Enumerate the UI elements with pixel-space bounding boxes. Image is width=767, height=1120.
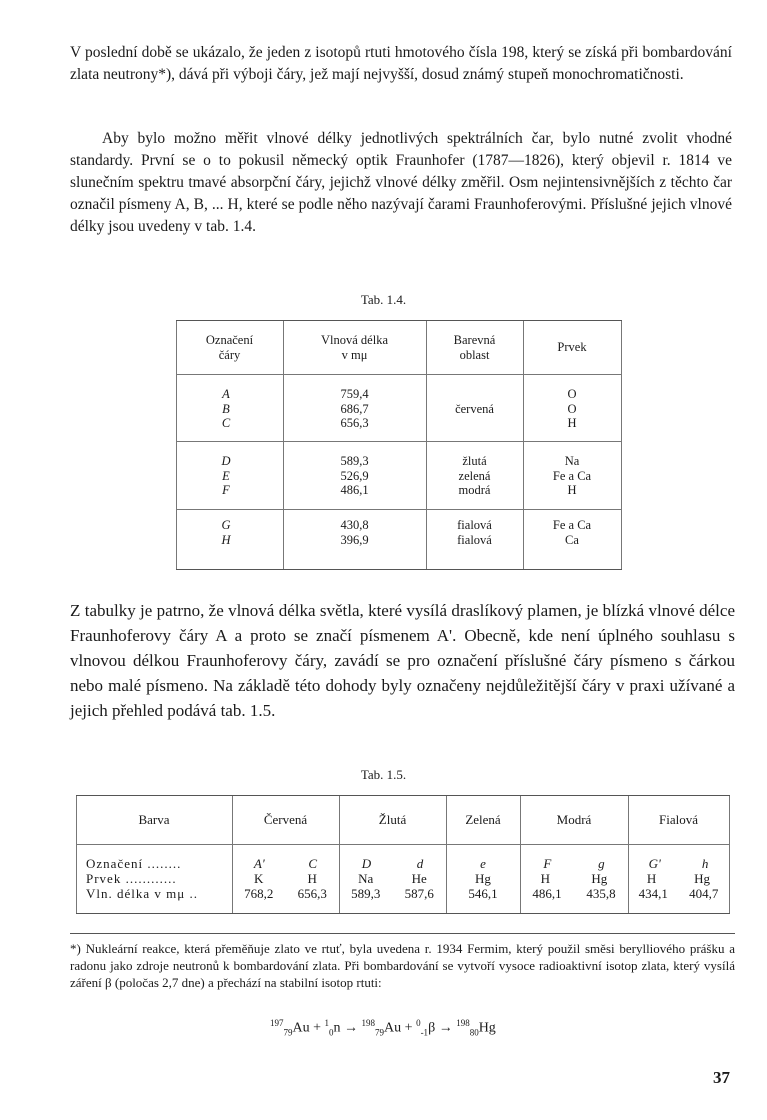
page-number: 37 bbox=[713, 1068, 730, 1087]
table-1-4 bbox=[176, 320, 622, 570]
colors-group-2: žlutá zelená modrá bbox=[458, 454, 491, 497]
table-1-5-caption: Tab. 1.5. bbox=[360, 767, 407, 782]
header-line-label: Označení čáry bbox=[205, 333, 254, 362]
header-element: Prvek bbox=[557, 340, 587, 354]
wavelengths-group-1: 759,4 686,7 656,3 bbox=[340, 387, 369, 430]
footnote: *) Nukleární reakce, která přeměňuje zlato ve rtuť, byla uvedena r. 1934 Fermim, který použil směsi berylliového prášku a radonu jako zdroje neutronů k bombardování zlata. Při bombardování se vytvoří vysoce radioaktivní isotop zlata, který vysílá záření β (poločas 2,7 dne) a přechází na stabilní isotop rtuti: bbox=[70, 941, 735, 990]
column-fialova: G' h H Hg 434,1 404,7 bbox=[638, 856, 719, 901]
line-labels-group-1: A B C bbox=[221, 387, 231, 430]
table-1-4-caption: Tab. 1.4. bbox=[360, 292, 407, 307]
header-fialova: Fialová bbox=[659, 812, 698, 827]
wavelengths-group-3: 430,8 396,9 bbox=[340, 518, 369, 547]
header-wavelength: Vlnová délka v mμ bbox=[321, 333, 388, 362]
paragraph-line-designation: Z tabulky je patrno, že vlnová délka světla, které vysílá draslíkový plamen, je blízká vlnové délce Fraunhoferovy čáry A a proto se značí písmenem A'. Obecně, kde není úplného souhlasu s vlnovou délkou Fraunhoferovy čáry, zavádí se pro označení příslušné čáry písmeno s čárkou nebo malé písmeno. Na základě této dohody byly označeny nejdůležitější čáry v praxi užívané a jejich přehled podává tab. 1.5. bbox=[70, 601, 735, 720]
elements-group-3: Fe a Ca Ca bbox=[552, 518, 592, 547]
line-labels-group-3: G H bbox=[221, 518, 231, 547]
elements-group-2: Na Fe a Ca H bbox=[552, 454, 592, 497]
table-1-5 bbox=[76, 795, 730, 914]
column-modra: F g H Hg 486,1 435,8 bbox=[532, 856, 616, 901]
column-cervena: A' C K H 768,2 656,3 bbox=[244, 856, 327, 901]
line-labels-group-2: D E F bbox=[221, 454, 231, 497]
colors-group-3: fialová fialová bbox=[457, 518, 492, 547]
header-barva: Barva bbox=[138, 812, 170, 827]
elements-group-1: O O H bbox=[567, 387, 577, 430]
paragraph-mercury-isotope: V poslední době se ukázalo, že jeden z isotopů rtuti hmotového čísla 198, který se získá při bombardování zlata neutrony*), dává při výboji čáry, jež mají nejvyšší, dosud známý stupeň monochromatičnosti. bbox=[70, 44, 732, 83]
wavelengths-group-2: 589,3 526,9 486,1 bbox=[340, 454, 369, 497]
footnote-divider bbox=[70, 933, 735, 934]
row-labels: Označení ........ Prvek ............ Vln. délka v mμ .. bbox=[86, 856, 198, 901]
header-color-region: Barevná oblast bbox=[453, 333, 496, 362]
paragraph-fraunhofer: Aby bylo možno měřit vlnové délky jednotlivých spektrálních čar, bylo nutné zvolit vhodné standardy. První se o to pokusil německý optik Fraunhofer (1787—1826), který objevil r. 1814 ve slunečním spektru tmavé absorpční čáry, jejichž vlnové délky změřil. Osm nejintensivnějších z těchto čar označil písmeny A, B, ... H, které se podle něho nazývají čarami Fraunhoferovými. Příslušné jejich vlnové délky jsou uvedeny v tab. 1.4. bbox=[70, 130, 732, 235]
color-red: červená bbox=[455, 402, 494, 416]
header-zluta: Žlutá bbox=[378, 812, 407, 827]
column-zluta: D d Na He 589,3 587,6 bbox=[351, 856, 434, 901]
header-zelena: Zelená bbox=[465, 812, 501, 827]
header-cervena: Červená bbox=[263, 812, 308, 827]
nuclear-reaction-equation: $^{197}_{79}$Au + $^1_0$n → $^{198}_{79}$Au + $^0_{-1}$β → $^{198}_{80}$Hg bbox=[270, 1018, 496, 1038]
column-zelena: e Hg 546,1 bbox=[468, 856, 498, 901]
header-modra: Modrá bbox=[556, 812, 592, 827]
